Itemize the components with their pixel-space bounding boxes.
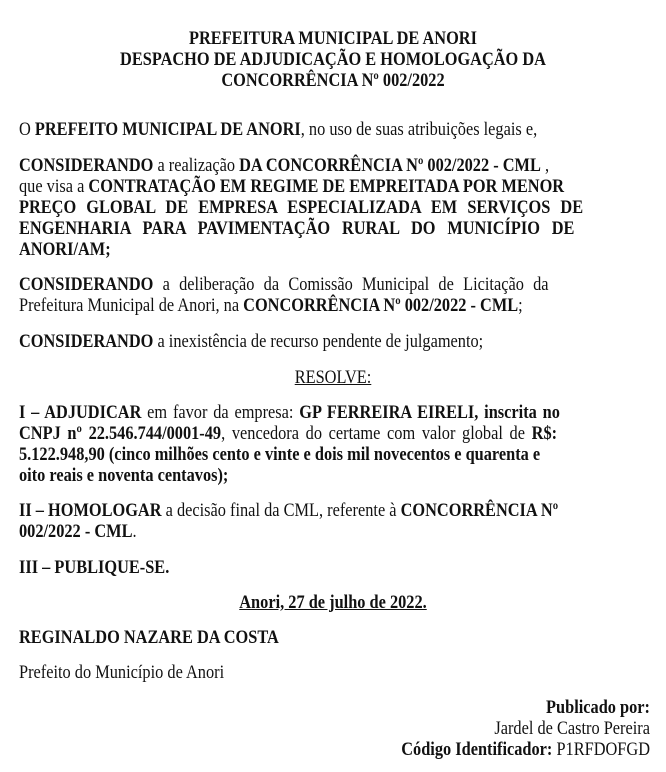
item1-amount-end: oito reais e noventa centavos);	[19, 465, 229, 486]
considerando2-line2-end: ;	[518, 295, 523, 316]
considerando1-line4	[19, 218, 647, 239]
considerando1-line1	[19, 155, 647, 176]
considerando1-line2-bold: CONTRATAÇÃO EM REGIME DE EMPREITADA POR MENOR	[88, 176, 565, 197]
item1-cnpj: CNPJ nº 22.546.744/0001-49	[19, 423, 222, 444]
item2-label: II – HOMOLOGAR	[19, 500, 162, 521]
item1-line3	[19, 444, 647, 465]
publication-label-text: Publicado por:	[546, 697, 650, 718]
signature-title-text: Prefeito do Município de Anori	[19, 662, 225, 683]
considerando1-bold1: DA CONCORRÊNCIA Nº 002/2022 - CML	[239, 155, 541, 176]
considerando2-line2-text: Prefeitura Municipal de Anori, na	[19, 295, 244, 316]
considerando1-label: CONSIDERANDO	[19, 155, 154, 176]
item1-line1	[19, 402, 647, 423]
resolve-heading	[47, 367, 620, 388]
intro-suffix: , no uso de suas atribuições legais e,	[300, 119, 538, 140]
intro-paragraph	[19, 119, 559, 140]
item1-amount: 5.122.948,90 (cinco milhões cento e vinte e dois mil novecentos e quarenta e	[19, 444, 541, 465]
considerando2-label: CONSIDERANDO	[19, 274, 154, 295]
header-line3-text: CONCORRÊNCIA Nº 002/2022	[221, 70, 445, 91]
signature-name-text: REGINALDO NAZARE DA COSTA	[19, 627, 279, 648]
publication-code-label: Código Identificador:	[401, 739, 553, 760]
item1-company: GP FERREIRA EIRELI, inscrita no	[299, 402, 560, 423]
item1-line1-text: em favor da empresa:	[141, 402, 300, 423]
header-title-line2	[47, 49, 620, 70]
item2-line1	[19, 500, 647, 521]
considerando1-line5-text: ANORI/AM;	[19, 239, 111, 260]
intro-prefix: O	[19, 119, 35, 140]
considerando1-text2: ,	[540, 155, 550, 176]
resolve-text: RESOLVE:	[294, 367, 372, 388]
signature-title	[19, 662, 559, 683]
considerando1-line4-text: ENGENHARIA PARA PAVIMENTAÇÃO RURAL DO MUNICÍPIO DE	[19, 218, 575, 239]
item2-line2-bold: 002/2022 - CML	[19, 521, 133, 542]
item3-text: III – PUBLIQUE-SE.	[19, 557, 170, 578]
considerando1-line3-text: PREÇO GLOBAL DE EMPRESA ESPECIALIZADA EM SERVIÇOS DE	[19, 197, 584, 218]
item1-line2	[19, 423, 647, 444]
publication-code: P1RFDOFGD	[552, 739, 650, 760]
item1-label: I – ADJUDICAR	[19, 402, 142, 423]
date-line	[47, 592, 620, 613]
item2-line1-bold: CONCORRÊNCIA Nº	[400, 500, 559, 521]
considerando1-line2	[19, 176, 565, 197]
considerando1-line3	[19, 197, 647, 218]
intro-bold: PREFEITO MUNICIPAL DE ANORI	[34, 119, 301, 140]
considerando3-text: a inexistência de recurso pendente de julgamento;	[153, 331, 484, 352]
header-line2-text: DESPACHO DE ADJUDICAÇÃO E HOMOLOGAÇÃO DA	[120, 49, 546, 70]
considerando3-paragraph	[19, 331, 559, 352]
header-title-line1	[47, 28, 620, 49]
considerando2-line1	[19, 274, 647, 295]
publication-code-line	[110, 739, 650, 760]
header-title-line3	[47, 70, 620, 91]
considerando3-label: CONSIDERANDO	[19, 331, 154, 352]
item1-currency: R$:	[531, 423, 558, 444]
item1-line2-text: , vencedora do certame com valor global de	[221, 423, 532, 444]
publication-publisher-text: Jardel de Castro Pereira	[494, 718, 650, 739]
considerando2-line2	[19, 295, 559, 316]
considerando2-line2-bold: CONCORRÊNCIA Nº 002/2022 - CML	[243, 295, 519, 316]
item3-paragraph	[19, 557, 559, 578]
considerando1-line5	[19, 239, 559, 260]
considerando2-line1-text: a deliberação da Comissão Municipal de Licitação da	[153, 274, 549, 295]
item1-line4	[19, 465, 559, 486]
signature-name	[19, 627, 559, 648]
item2-line1-text: a decisão final da CML, referente à	[161, 500, 401, 521]
item2-line2-end: .	[132, 521, 137, 542]
publication-label	[110, 697, 650, 718]
considerando1-line2-text: que visa a	[19, 176, 89, 197]
publication-publisher	[110, 718, 650, 739]
header-line1-text: PREFEITURA MUNICIPAL DE ANORI	[189, 28, 477, 49]
considerando1-text1: a realização	[153, 155, 240, 176]
date-text: Anori, 27 de julho de 2022.	[239, 592, 427, 613]
item2-line2	[19, 521, 559, 542]
